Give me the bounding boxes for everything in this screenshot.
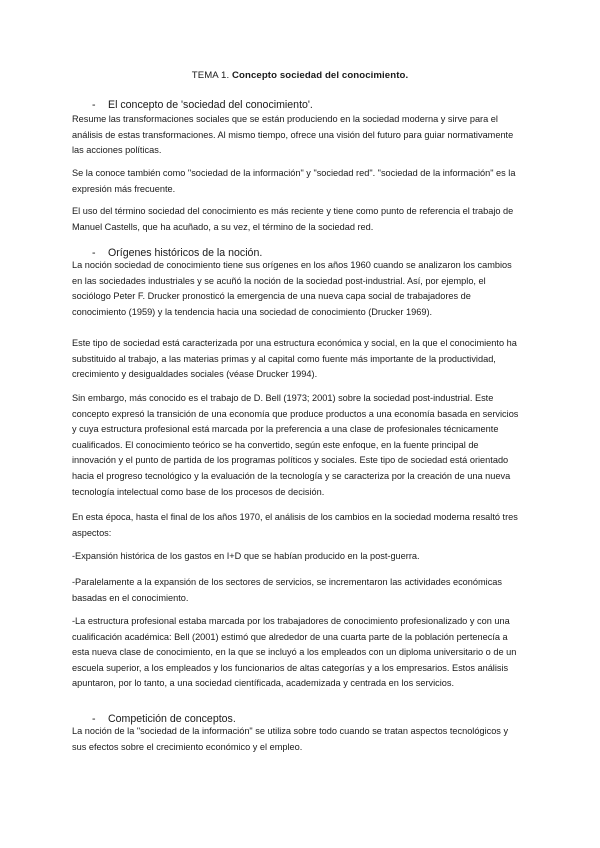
paragraph: Resume las transformaciones sociales que se están produciendo en la sociedad moderna y sirve para el análisis de estas transformaciones. Al mismo tiempo, ofrece una visión del futuro para guiar normativamente las acciones políticas. — [72, 114, 514, 156]
paragraph: La noción de la "sociedad de la información" se utiliza sobre todo cuando se tratan aspectos tecnológicos y sus efectos sobre el crecimiento económico y el empleo. — [72, 726, 509, 752]
page-title — [0, 70, 600, 81]
title-lead: TEMA 1. — [191, 70, 233, 81]
bullet-dash: - — [92, 713, 96, 725]
bullet-dash: - — [92, 247, 96, 259]
section-heading-text: Orígenes históricos de la noción. — [108, 247, 263, 259]
paragraph: Sin embargo, más conocido es el trabajo de D. Bell (1973; 2001) sobre la sociedad post-industrial. Este concepto expresó la transición de una economía que produce productos a una economía basada en servicios y cuya estructura profesional está marcada por la preferencia a una clase de profesionales técnicamente cualificados. El conocimiento teórico se ha convertido, según este enfoque, en la fuente principal de innovación y el punto de partida de los programas políticos y sociales. Este tipo de sociedad está orientado hacia el progreso tecnológico y la evaluación de la tecnología y se caracteriza por la creación de una nueva tecnología intelectual como base de los procesos de decisión. — [72, 393, 519, 497]
paragraph: -Expansión histórica de los gastos en I+D que se habían producido en la post-guerra. — [72, 551, 420, 561]
paragraph: Este tipo de sociedad está caracterizada por una estructura económica y social, en la que el conocimiento ha substituido al trabajo, a las materias primas y al capital como fuente más importante de la productividad, crecimiento y desigualdades sociales (véase Drucker 1994). — [72, 338, 517, 380]
section-heading-text: Competición de conceptos. — [108, 713, 236, 725]
bullet-dash: - — [92, 99, 96, 111]
paragraph: El uso del término sociedad del conocimiento es más reciente y tiene como punto de referencia el trabajo de Manuel Castells, que ha acuñado, a su vez, el término de la sociedad red. — [72, 206, 514, 232]
title-bold: Concepto sociedad del conocimiento. — [232, 70, 409, 81]
paragraph: La noción sociedad de conocimiento tiene sus orígenes en los años 1960 cuando se analizaron los cambios en las sociedades industriales y se acuñó la noción de la sociedad post-industrial. Así, por ejemplo, el sociólogo Peter F. Drucker pronosticó la emergencia de una nueva capa social de trabajadores de conocimiento (1959) y la tendencia hacia una sociedad de conocimiento (Drucker 1969). — [72, 260, 512, 317]
section-heading-text: El concepto de 'sociedad del conocimiento'. — [108, 99, 313, 111]
paragraph: -Paralelamente a la expansión de los sectores de servicios, se incrementaron las actividades económicas basadas en el conocimiento. — [72, 577, 502, 603]
paragraph: En esta época, hasta el final de los años 1970, el análisis de los cambios en la sociedad moderna resaltó tres aspectos: — [72, 512, 518, 538]
paragraph: -La estructura profesional estaba marcada por los trabajadores de conocimiento profesionalizado y con una cualificación académica: Bell (2001) estimó que alrededor de una cuarta parte de la población pertenecía a esta nueva clase de conocimiento, en la que se incluyó a los empleados con un diploma universitario o de un escuela superior, a los empleados y los funcionarios de altas categorías y a los empresarios. Estos análisis apuntaron, por lo tanto, a una sociedad científicada, academizada y centrada en los servicios. — [72, 616, 517, 689]
paragraph: Se la conoce también como "sociedad de la información" y "sociedad red". "sociedad de la información" es la expresión más frecuente. — [72, 168, 516, 194]
